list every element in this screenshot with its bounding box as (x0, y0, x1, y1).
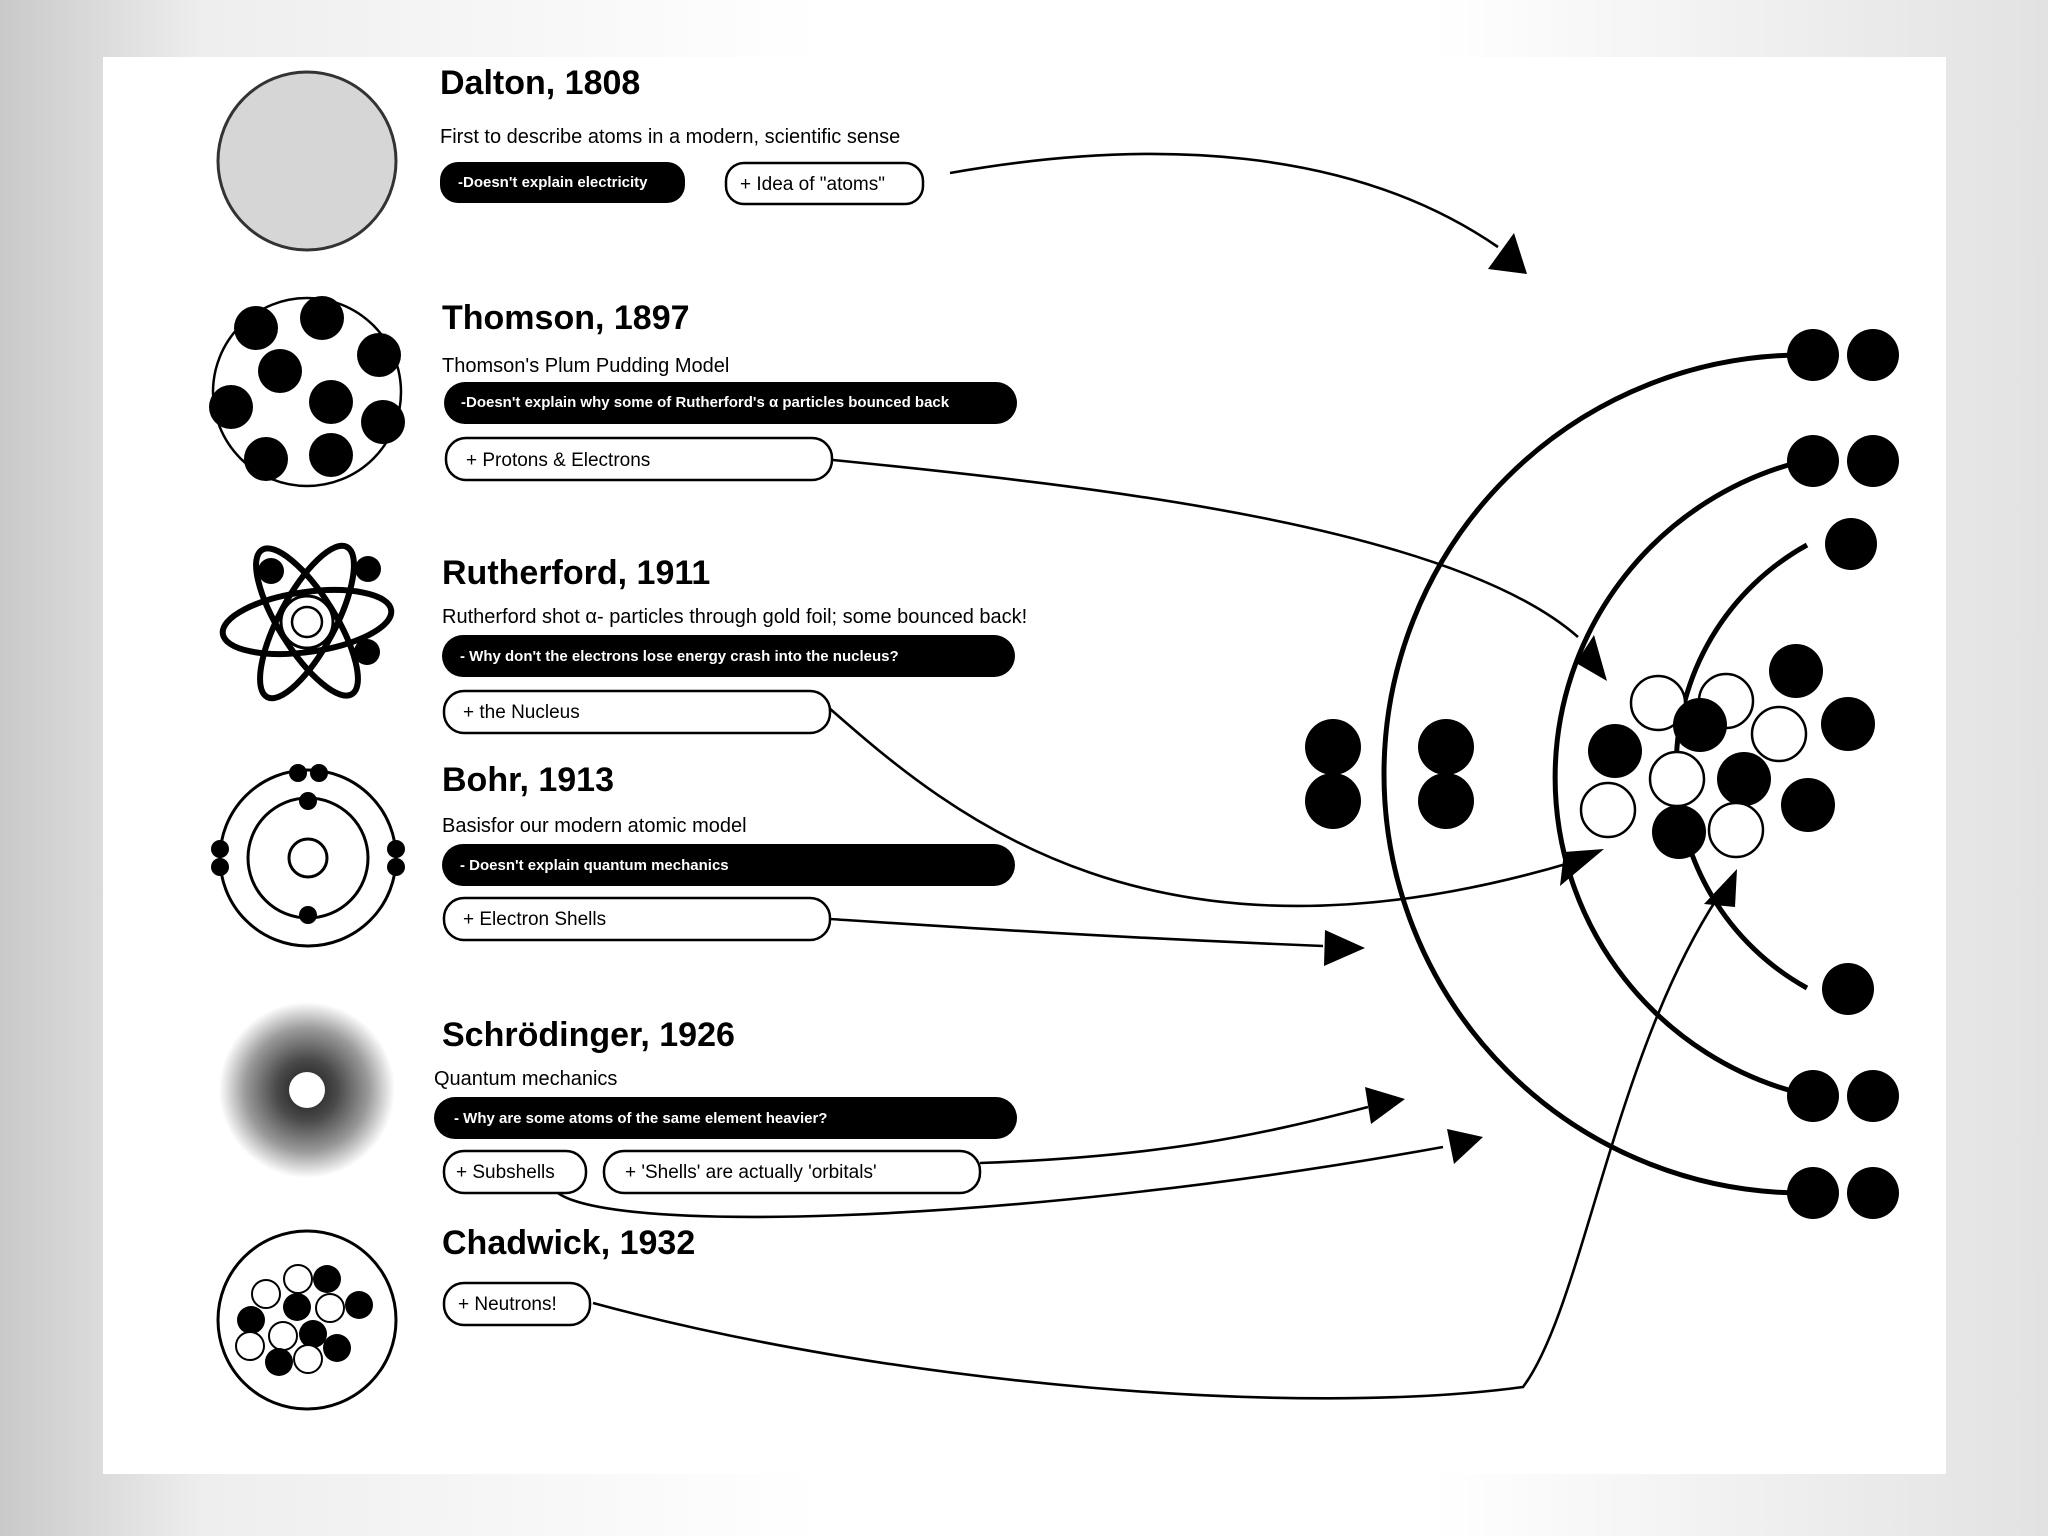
arrow-orbitals (980, 1107, 1368, 1163)
pro-label: + 'Shells' are actually 'orbitals' (625, 1162, 877, 1183)
arrow-protons-electrons-head (1576, 635, 1607, 681)
arrow-nucleus-head (1560, 849, 1604, 886)
model-description: Thomson's Plum Pudding Model (442, 355, 730, 377)
model-description: First to describe atoms in a modern, scientific sense (440, 126, 901, 148)
rutherford-atom-icon (219, 534, 396, 710)
model-title: Thomson, 1897 (442, 299, 690, 337)
bohr-atom-icon (211, 764, 405, 946)
pro-label: + the Nucleus (463, 702, 580, 723)
dalton-solid-sphere-icon (218, 72, 396, 250)
pro-label: + Idea of "atoms" (740, 174, 885, 195)
con-label: - Doesn't explain quantum mechanics (460, 857, 729, 874)
model-title: Schrödinger, 1926 (442, 1016, 735, 1054)
arrow-subshells-head (1447, 1129, 1483, 1164)
thomson-plum-pudding-icon (209, 296, 405, 486)
pro-label: + Protons & Electrons (466, 450, 651, 471)
big-nucleus (1581, 644, 1875, 859)
model-description: Basisfor our modern atomic model (442, 815, 747, 837)
con-label: -Doesn't explain electricity (458, 174, 648, 191)
con-label: -Doesn't explain why some of Rutherford's α particles bounced back (461, 394, 950, 411)
model-title: Dalton, 1808 (440, 64, 641, 102)
arrow-electron-shells (830, 919, 1323, 946)
model-description: Quantum mechanics (434, 1068, 618, 1090)
con-label: - Why don't the electrons lose energy crash into the nucleus? (460, 648, 899, 665)
slide (103, 57, 1946, 1474)
model-title: Bohr, 1913 (442, 761, 614, 799)
arrow-neutrons (593, 897, 1718, 1398)
pro-label: + Subshells (456, 1162, 555, 1183)
model-title: Chadwick, 1932 (442, 1224, 696, 1262)
arrow-electron-shells-head (1324, 930, 1365, 966)
model-title: Rutherford, 1911 (442, 554, 711, 592)
pro-label: + Electron Shells (463, 909, 607, 930)
modern-atom-illustration (1305, 329, 1899, 1219)
con-label: - Why are some atoms of the same element heavier? (454, 1110, 828, 1127)
arrow-atoms-idea-head (1488, 233, 1527, 274)
connector-arrows (551, 154, 1737, 1398)
pro-label: + Neutrons! (458, 1294, 557, 1315)
atomic-models-diagram (103, 57, 1946, 1474)
model-description: Rutherford shot α- particles through gold foil; some bounced back! (442, 606, 1028, 628)
chadwick-nucleus-icon (218, 1231, 396, 1409)
arrow-atoms-idea (950, 154, 1498, 247)
schrodinger-electron-cloud-icon (219, 1002, 395, 1178)
arrow-orbitals-head (1365, 1087, 1405, 1124)
